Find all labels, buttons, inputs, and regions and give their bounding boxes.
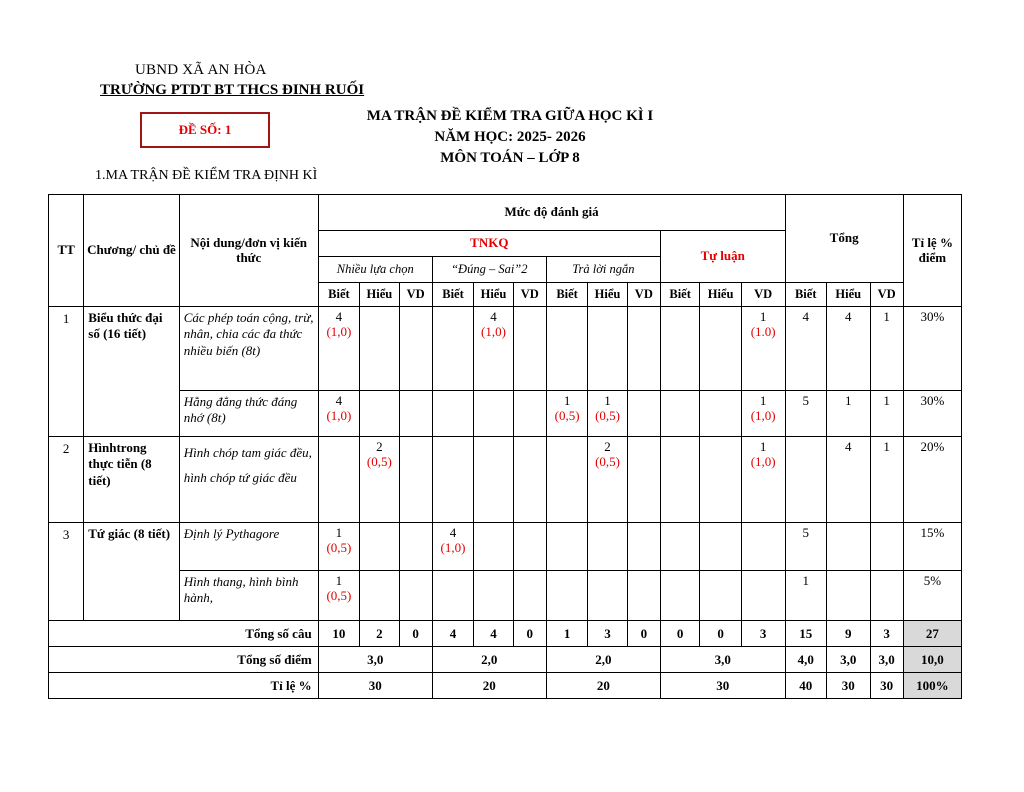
score-points: (1,0) bbox=[326, 323, 352, 339]
footer-value: 3,0 bbox=[660, 647, 785, 673]
score-cell bbox=[546, 391, 587, 437]
col-header-essay: Tự luận bbox=[660, 231, 785, 283]
footer-grand-total: 27 bbox=[903, 621, 961, 647]
row-percent: 15% bbox=[903, 523, 961, 571]
row-percent: 30% bbox=[903, 391, 961, 437]
score-count: 4 bbox=[335, 309, 343, 324]
score-cell bbox=[399, 307, 432, 391]
table-row bbox=[49, 391, 962, 437]
footer-value: 0 bbox=[513, 621, 546, 647]
score-count: 1 bbox=[335, 525, 343, 540]
score-cell bbox=[513, 437, 546, 523]
row-percent: 5% bbox=[903, 571, 961, 621]
row-chapter: Hìnhtrong thực tiễn (8 tiết) bbox=[84, 437, 179, 523]
score-count: 4 bbox=[335, 393, 343, 408]
col-header-understand: Hiểu bbox=[360, 283, 399, 307]
col-header-understand: Hiểu bbox=[826, 283, 870, 307]
total-apply: 1 bbox=[870, 307, 903, 391]
score-cell bbox=[588, 307, 627, 391]
total-understand: 4 bbox=[826, 437, 870, 523]
subject-line: MÔN TOÁN – LỚP 8 bbox=[440, 150, 580, 166]
footer-value: 3,0 bbox=[826, 647, 870, 673]
percent-label: Tỉ lệ % bbox=[49, 673, 319, 699]
score-cell bbox=[700, 437, 741, 523]
footer-grand-total: 10,0 bbox=[903, 647, 961, 673]
row-chapter: Biểu thức đại số (16 tiết) bbox=[84, 307, 179, 437]
total-know: 4 bbox=[785, 307, 826, 391]
footer-value: 0 bbox=[700, 621, 741, 647]
footer-value: 20 bbox=[546, 673, 660, 699]
doc-title: MA TRẬN ĐỀ KIỂM TRA GIỮA HỌC KÌ I bbox=[366, 108, 654, 124]
score-cell bbox=[627, 391, 660, 437]
footer-value: 4,0 bbox=[785, 647, 826, 673]
row-tt: 3 bbox=[49, 523, 84, 621]
score-cell bbox=[700, 571, 741, 621]
footer-value: 1 bbox=[546, 621, 587, 647]
score-count: 2 bbox=[376, 439, 383, 454]
score-cell bbox=[474, 523, 513, 571]
total-know bbox=[785, 437, 826, 523]
score-cell bbox=[660, 437, 699, 523]
score-cell bbox=[399, 391, 432, 437]
score-cell bbox=[660, 307, 699, 391]
score-cell bbox=[318, 571, 359, 621]
table-row bbox=[49, 571, 962, 621]
score-cell bbox=[588, 571, 627, 621]
total-understand bbox=[826, 571, 870, 621]
footer-value: 40 bbox=[785, 673, 826, 699]
score-cell bbox=[513, 307, 546, 391]
score-cell bbox=[546, 571, 587, 621]
score-cell bbox=[660, 523, 699, 571]
footer-value: 4 bbox=[474, 621, 513, 647]
score-cell bbox=[360, 391, 399, 437]
col-header-apply: VD bbox=[627, 283, 660, 307]
footer-value: 2 bbox=[360, 621, 399, 647]
total-apply: 1 bbox=[870, 391, 903, 437]
col-header-shortanswer: Trả lời ngắn bbox=[546, 257, 660, 283]
total-apply bbox=[870, 571, 903, 621]
row-content: Hình chóp tam giác đều, hình chóp tứ giác đều bbox=[179, 437, 318, 523]
score-count: 2 bbox=[604, 439, 611, 454]
score-points: (0,5) bbox=[326, 587, 352, 603]
footer-value: 9 bbox=[826, 621, 870, 647]
footer-value: 10 bbox=[318, 621, 359, 647]
total-understand: 4 bbox=[826, 307, 870, 391]
row-tt: 2 bbox=[49, 437, 84, 523]
footer-value: 3 bbox=[870, 621, 903, 647]
col-header-tnkq: TNKQ bbox=[318, 231, 660, 257]
score-cell bbox=[741, 437, 785, 523]
score-cell bbox=[474, 391, 513, 437]
score-count: 1 bbox=[759, 309, 767, 324]
percent-row bbox=[49, 673, 962, 699]
score-cell bbox=[627, 437, 660, 523]
col-header-apply: VD bbox=[513, 283, 546, 307]
score-count: 1 bbox=[759, 393, 767, 408]
score-count: 1 bbox=[335, 573, 343, 588]
footer-value: 3,0 bbox=[318, 647, 432, 673]
score-cell bbox=[741, 391, 785, 437]
table-row bbox=[49, 437, 962, 523]
score-cell bbox=[432, 437, 473, 523]
total-know: 1 bbox=[785, 571, 826, 621]
col-header-understand: Hiểu bbox=[474, 283, 513, 307]
score-cell bbox=[318, 307, 359, 391]
score-cell bbox=[513, 391, 546, 437]
footer-value: 0 bbox=[627, 621, 660, 647]
total-points-row bbox=[49, 647, 962, 673]
score-points: (0,5) bbox=[595, 407, 620, 423]
col-header-know: Biết bbox=[432, 283, 473, 307]
score-cell bbox=[474, 437, 513, 523]
score-count: 1 bbox=[759, 439, 767, 454]
score-cell bbox=[513, 571, 546, 621]
score-cell bbox=[318, 523, 359, 571]
exam-code-label: ĐỀ SỐ: 1 bbox=[178, 122, 232, 137]
score-cell bbox=[546, 307, 587, 391]
score-points: (0,5) bbox=[366, 453, 392, 469]
score-cell bbox=[360, 571, 399, 621]
score-cell bbox=[360, 523, 399, 571]
score-cell bbox=[627, 571, 660, 621]
score-cell bbox=[627, 523, 660, 571]
row-content: Các phép toán cộng, trừ, nhân, chia các đa thức nhiều biến (8t) bbox=[179, 307, 318, 391]
footer-value: 20 bbox=[432, 673, 546, 699]
row-tt: 1 bbox=[49, 307, 84, 437]
score-cell bbox=[700, 391, 741, 437]
footer-value: 2,0 bbox=[432, 647, 546, 673]
table-row bbox=[49, 307, 962, 391]
total-questions-label: Tổng số câu bbox=[49, 621, 319, 647]
score-cell bbox=[546, 523, 587, 571]
score-count: 1 bbox=[563, 393, 571, 408]
col-header-know: Biết bbox=[660, 283, 699, 307]
footer-value: 3 bbox=[588, 621, 627, 647]
score-cell bbox=[399, 437, 432, 523]
col-header-apply: VD bbox=[870, 283, 903, 307]
score-points: (1,0) bbox=[326, 407, 352, 423]
org-name: UBND XÃ AN HÒA bbox=[135, 62, 267, 78]
score-cell bbox=[700, 307, 741, 391]
matrix-table bbox=[48, 194, 962, 699]
score-cell bbox=[741, 571, 785, 621]
col-header-chapter: Chương/ chủ đề bbox=[84, 195, 179, 307]
score-cell bbox=[513, 523, 546, 571]
score-cell bbox=[318, 437, 359, 523]
score-points: (1,0) bbox=[440, 539, 466, 555]
table-row bbox=[49, 523, 962, 571]
total-questions-row bbox=[49, 621, 962, 647]
footer-value: 15 bbox=[785, 621, 826, 647]
col-header-apply: VD bbox=[399, 283, 432, 307]
col-header-tt: TT bbox=[49, 195, 84, 307]
score-cell bbox=[474, 571, 513, 621]
score-count: 1 bbox=[604, 393, 611, 408]
col-header-total: Tổng bbox=[785, 195, 903, 283]
title-block bbox=[290, 106, 730, 169]
school-name: TRƯỜNG PTDT BT THCS ĐINH RUỐI bbox=[100, 82, 365, 98]
col-header-understand: Hiểu bbox=[588, 283, 627, 307]
score-cell bbox=[588, 523, 627, 571]
footer-value: 3 bbox=[741, 621, 785, 647]
score-cell bbox=[360, 437, 399, 523]
col-header-understand: Hiểu bbox=[700, 283, 741, 307]
score-points: (0,5) bbox=[595, 453, 620, 469]
col-header-level: Mức độ đánh giá bbox=[318, 195, 785, 231]
footer-value: 0 bbox=[660, 621, 699, 647]
score-count: 4 bbox=[490, 309, 497, 324]
score-points: (0,5) bbox=[554, 407, 580, 423]
col-header-know: Biết bbox=[546, 283, 587, 307]
row-chapter: Tứ giác (8 tiết) bbox=[84, 523, 179, 621]
score-cell bbox=[588, 437, 627, 523]
footer-value: 30 bbox=[318, 673, 432, 699]
exam-code-box bbox=[140, 112, 270, 148]
score-points: (0,5) bbox=[326, 539, 352, 555]
score-cell bbox=[474, 307, 513, 391]
footer-value: 4 bbox=[432, 621, 473, 647]
col-header-multichoice: Nhiều lựa chọn bbox=[318, 257, 432, 283]
score-cell bbox=[399, 523, 432, 571]
row-content: Hình thang, hình bình hành, bbox=[179, 571, 318, 621]
footer-grand-total: 100% bbox=[903, 673, 961, 699]
col-header-truefalse: “Đúng – Sai”2 bbox=[432, 257, 546, 283]
total-apply bbox=[870, 523, 903, 571]
score-cell bbox=[660, 571, 699, 621]
row-content: Định lý Pythagore bbox=[179, 523, 318, 571]
score-cell bbox=[660, 391, 699, 437]
total-know: 5 bbox=[785, 523, 826, 571]
col-header-apply: VD bbox=[741, 283, 785, 307]
score-cell bbox=[360, 307, 399, 391]
footer-value: 0 bbox=[399, 621, 432, 647]
footer-value: 30 bbox=[870, 673, 903, 699]
total-understand: 1 bbox=[826, 391, 870, 437]
row-percent: 20% bbox=[903, 437, 961, 523]
score-points: (1,0) bbox=[480, 323, 506, 339]
score-points: (1,0) bbox=[750, 407, 776, 423]
col-header-percent: Tỉ lệ % điểm bbox=[903, 195, 961, 307]
col-header-know: Biết bbox=[785, 283, 826, 307]
total-apply: 1 bbox=[870, 437, 903, 523]
score-cell bbox=[432, 391, 473, 437]
header-row-1 bbox=[49, 195, 962, 231]
section-heading: 1.MA TRẬN ĐỀ KIỂM TRA ĐỊNH KÌ bbox=[95, 168, 318, 183]
total-understand bbox=[826, 523, 870, 571]
score-cell bbox=[432, 307, 473, 391]
score-cell bbox=[627, 307, 660, 391]
row-percent: 30% bbox=[903, 307, 961, 391]
score-count: 4 bbox=[449, 525, 457, 540]
score-points: (1,0) bbox=[750, 453, 776, 469]
total-know: 5 bbox=[785, 391, 826, 437]
row-content: Hằng đẳng thức đáng nhớ (8t) bbox=[179, 391, 318, 437]
total-points-label: Tổng số điểm bbox=[49, 647, 319, 673]
school-year: NĂM HỌC: 2025- 2026 bbox=[434, 129, 586, 145]
footer-value: 2,0 bbox=[546, 647, 660, 673]
score-cell bbox=[700, 523, 741, 571]
col-header-content: Nội dung/đơn vị kiến thức bbox=[179, 195, 318, 307]
col-header-know: Biết bbox=[318, 283, 359, 307]
score-cell bbox=[399, 571, 432, 621]
score-cell bbox=[741, 307, 785, 391]
score-cell bbox=[318, 391, 359, 437]
footer-value: 3,0 bbox=[870, 647, 903, 673]
score-cell bbox=[432, 523, 473, 571]
footer-value: 30 bbox=[826, 673, 870, 699]
score-cell bbox=[546, 437, 587, 523]
score-cell bbox=[588, 391, 627, 437]
footer-value: 30 bbox=[660, 673, 785, 699]
score-cell bbox=[432, 571, 473, 621]
score-cell bbox=[741, 523, 785, 571]
score-points: (1.0) bbox=[750, 323, 776, 339]
